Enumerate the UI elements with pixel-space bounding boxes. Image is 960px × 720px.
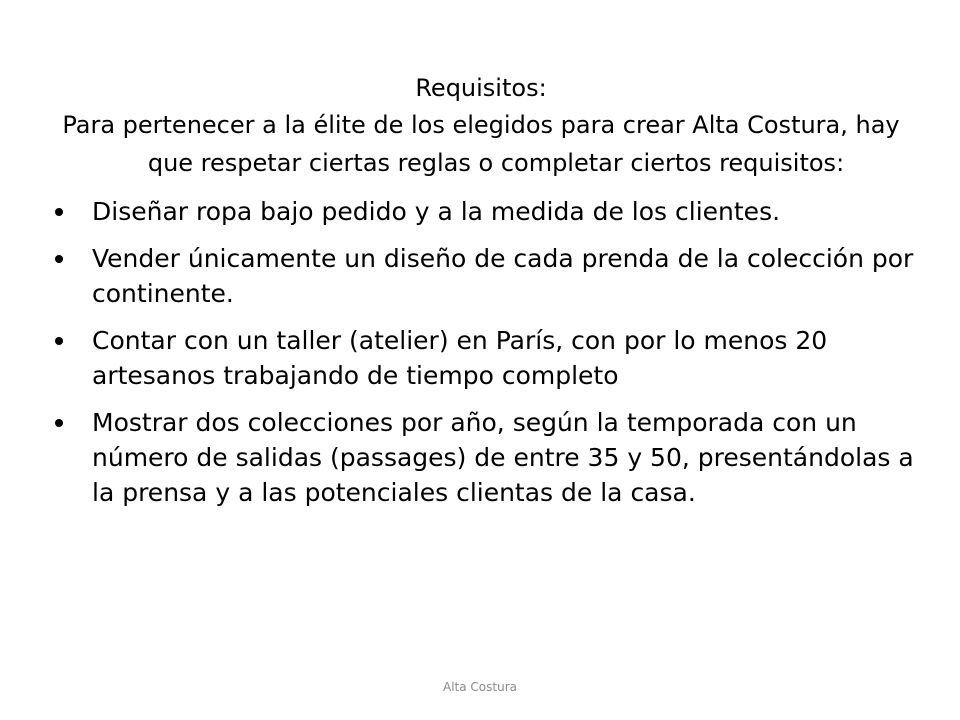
bullet-icon [55,255,63,263]
slide-footer: Alta Costura [443,680,517,694]
bullet-list [46,194,916,510]
bullet-icon [55,337,63,345]
bullet-text: Mostrar dos colecciones por año, según la temporada con un número de salidas (passages) de entre 35 y 50, presentándolas a la prensa y a las potenciales clientas de la casa. [92,408,914,507]
bullet-item [46,323,916,393]
slide-content [46,70,916,522]
bullet-item [46,241,916,311]
bullet-icon [55,419,63,427]
bullet-text: Vender únicamente un diseño de cada prenda de la colección por continente. [92,244,914,308]
slide-heading: Requisitos: [415,74,547,102]
bullet-icon [55,208,63,216]
bullet-text: Diseñar ropa bajo pedido y a la medida de los clientes. [92,197,781,226]
slide-intro: Para pertenecer a la élite de los elegidos para crear Alta Costura, hay que respetar ciertas reglas o completar ciertos requisitos: [62,111,900,177]
bullet-item [46,194,916,229]
bullet-text: Contar con un taller (atelier) en París, con por lo menos 20 artesanos trabajando de tiempo completo [92,326,828,390]
bullet-item [46,405,916,510]
